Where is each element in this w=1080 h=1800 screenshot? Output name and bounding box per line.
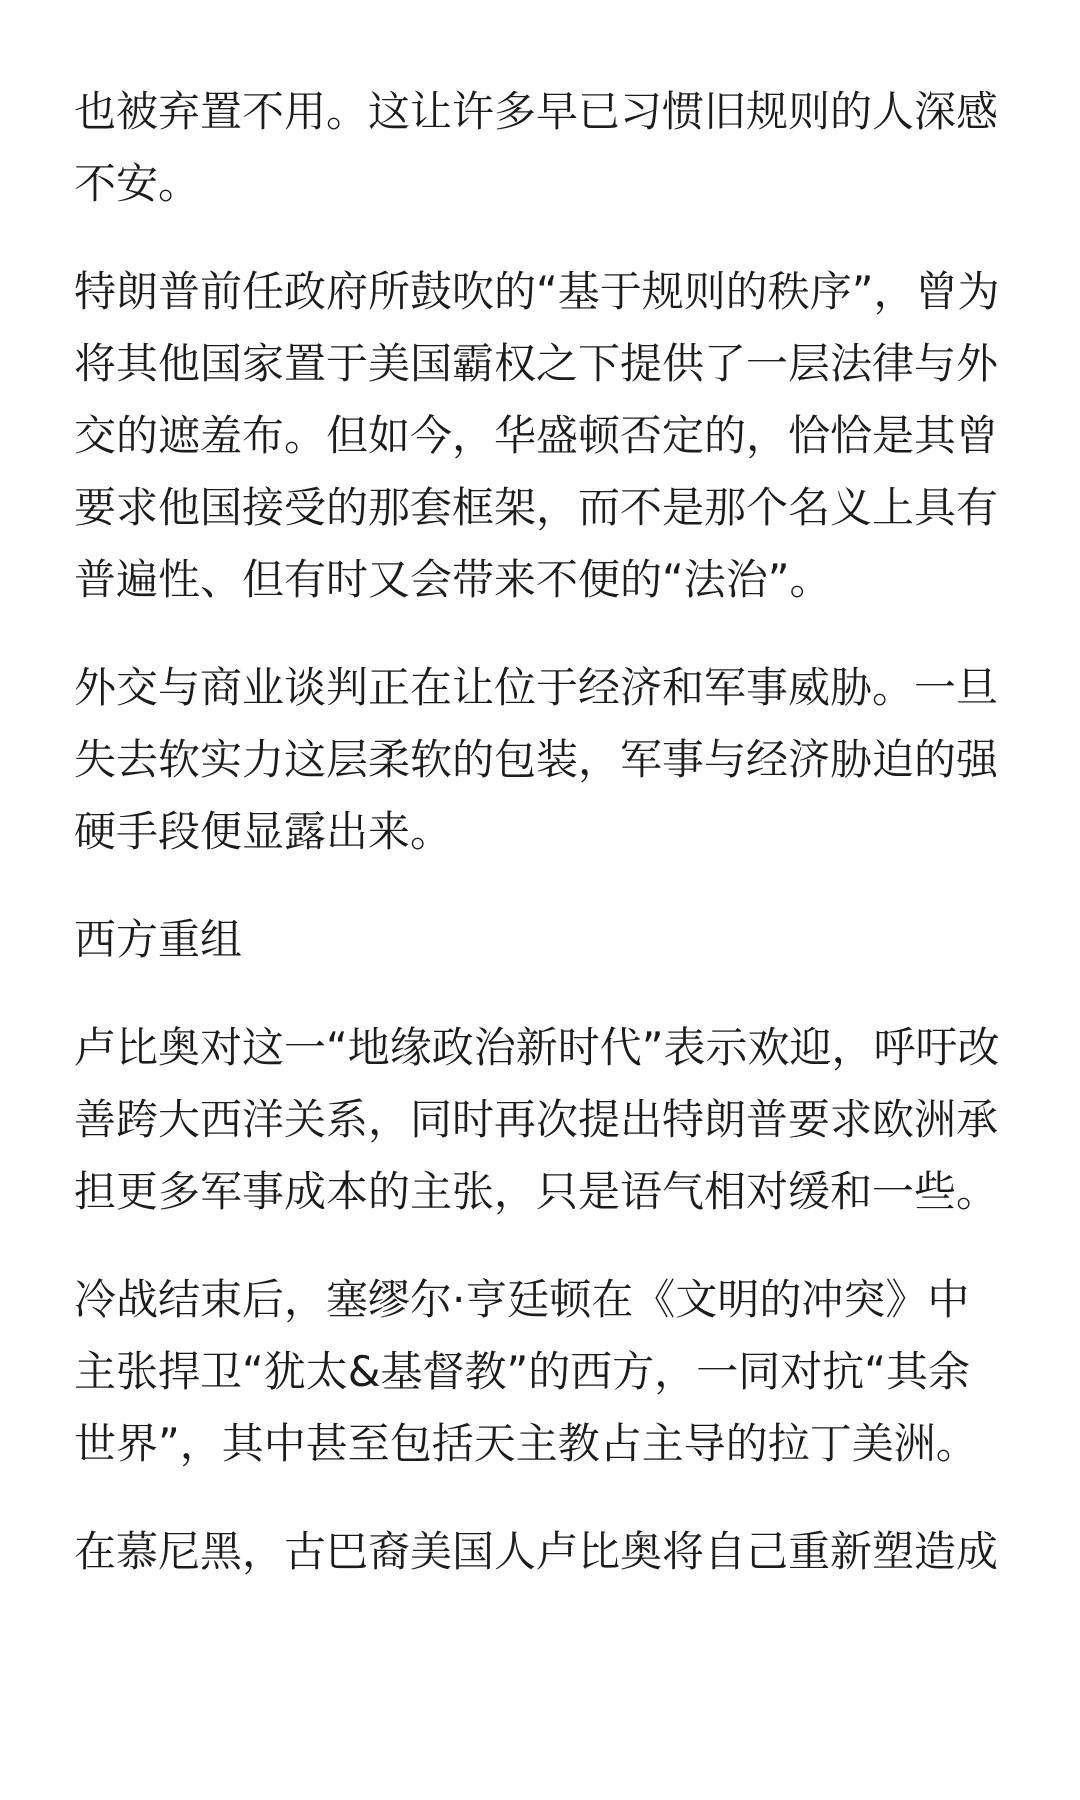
paragraph-rules-based-order: 特朗普前任政府所鼓吹的“基于规则的秩序”，曾为将其他国家置于美国霸权之下提供了一层法律与外交的遮羞布。但如今，华盛顿否定的，恰恰是其曾要求他国接受的那套框架，而不是那个名义上具有普遍性、但有时又会带来不便的“法治”。 <box>74 267 1000 604</box>
paragraph-rubio-new-era: 卢比奥对这一“地缘政治新时代”表示欢迎，呼吁改善跨大西洋关系，同时再次提出特朗普要求欧洲承担更多军事成本的主张，只是语气相对缓和一些。 <box>74 1023 1000 1216</box>
section-heading: 西方重组 <box>74 915 243 964</box>
paragraph-munich-rubio: 在慕尼黑，古巴裔美国人卢比奥将自己重新塑造成 <box>74 1527 999 1576</box>
paragraph-old-rules-abandoned: 也被弃置不用。这让许多早已习惯旧规则的人深感不安。 <box>74 87 999 208</box>
paragraph-huntington-clash: 冷战结束后，塞缪尔·亨廷顿在《文明的冲突》中主张捍卫“犹太&基督教”的西方，一同对抗“其余世界”，其中甚至包括天主教占主导的拉丁美洲。 <box>74 1275 978 1468</box>
paragraph-diplomacy-gives-way: 外交与商业谈判正在让位于经济和军事威胁。一旦失去软实力这层柔软的包装，军事与经济胁迫的强硬手段便显露出来。 <box>74 663 999 856</box>
article-body <box>74 76 1004 1624</box>
